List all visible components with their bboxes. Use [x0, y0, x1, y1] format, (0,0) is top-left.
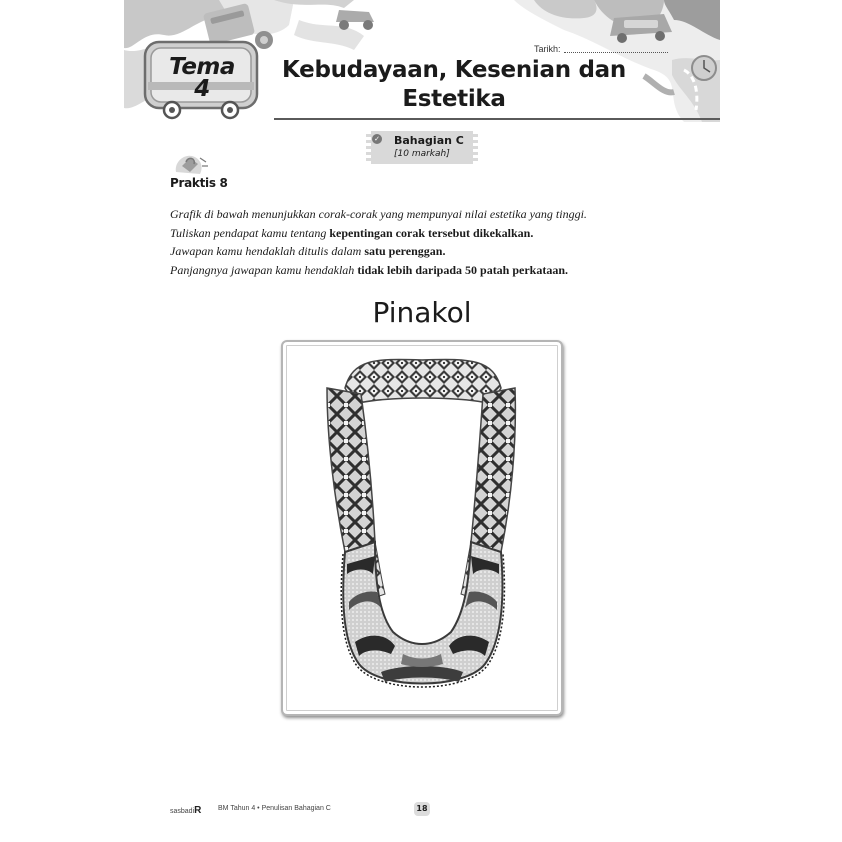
- date-field-line[interactable]: [564, 52, 668, 53]
- footer-text: BM Tahun 4 • Penulisan Bahagian C: [218, 805, 331, 812]
- instruction-text: Tuliskan pendapat kamu tentang: [170, 225, 330, 240]
- page-title: [274, 56, 634, 114]
- section-badge: [366, 131, 478, 164]
- instruction-text: Grafik di bawah menunjukkan corak-corak yang mempunyai nilai estetika yang tinggi.: [170, 207, 587, 221]
- tema-word: Tema: [169, 54, 235, 80]
- publisher-logo-prefix: sasbadi: [170, 808, 195, 815]
- tema-label: [146, 56, 258, 100]
- instruction-punctuation: .: [530, 225, 534, 240]
- image-title: Pinakol: [372, 296, 472, 329]
- worksheet-page: [124, 0, 720, 842]
- page-header: [124, 0, 720, 122]
- page-title-line2: Estetika: [402, 86, 506, 112]
- page-footer: [170, 800, 670, 820]
- date-label: Tarikh:: [534, 44, 561, 54]
- instruction-line: [170, 205, 690, 224]
- publisher-logo-mark: R: [194, 805, 202, 816]
- instruction-punctuation: .: [565, 262, 569, 277]
- beaded-necklace-image: [283, 342, 561, 714]
- instruction-text: Jawapan kamu hendaklah ditulis dalam: [170, 244, 365, 258]
- instruction-line: [170, 261, 690, 280]
- header-divider: [274, 118, 720, 120]
- publisher-logo: [170, 805, 201, 816]
- instruction-emphasis: satu perenggan: [364, 244, 443, 258]
- instruction-text: Panjangnya jawapan kamu hendaklah: [170, 262, 358, 277]
- image-frame: [281, 340, 563, 716]
- instruction-line: [170, 224, 690, 243]
- instruction-emphasis: tidak lebih daripada 50 patah perkataan: [357, 262, 566, 277]
- check-icon: ✓: [372, 134, 382, 144]
- instructions: [170, 205, 690, 279]
- page-title-line1: Kebudayaan, Kesenian dan: [282, 57, 626, 83]
- section-marks: [10 markah]: [394, 149, 450, 159]
- instruction-line: [170, 242, 690, 261]
- section-title: Bahagian C: [394, 134, 464, 147]
- tema-number: 4: [194, 76, 210, 102]
- instruction-emphasis: kepentingan corak tersebut dikekalkan: [329, 225, 531, 240]
- page-number: 18: [414, 802, 430, 816]
- instruction-punctuation: .: [442, 244, 446, 258]
- practice-label: Praktis 8: [170, 176, 228, 190]
